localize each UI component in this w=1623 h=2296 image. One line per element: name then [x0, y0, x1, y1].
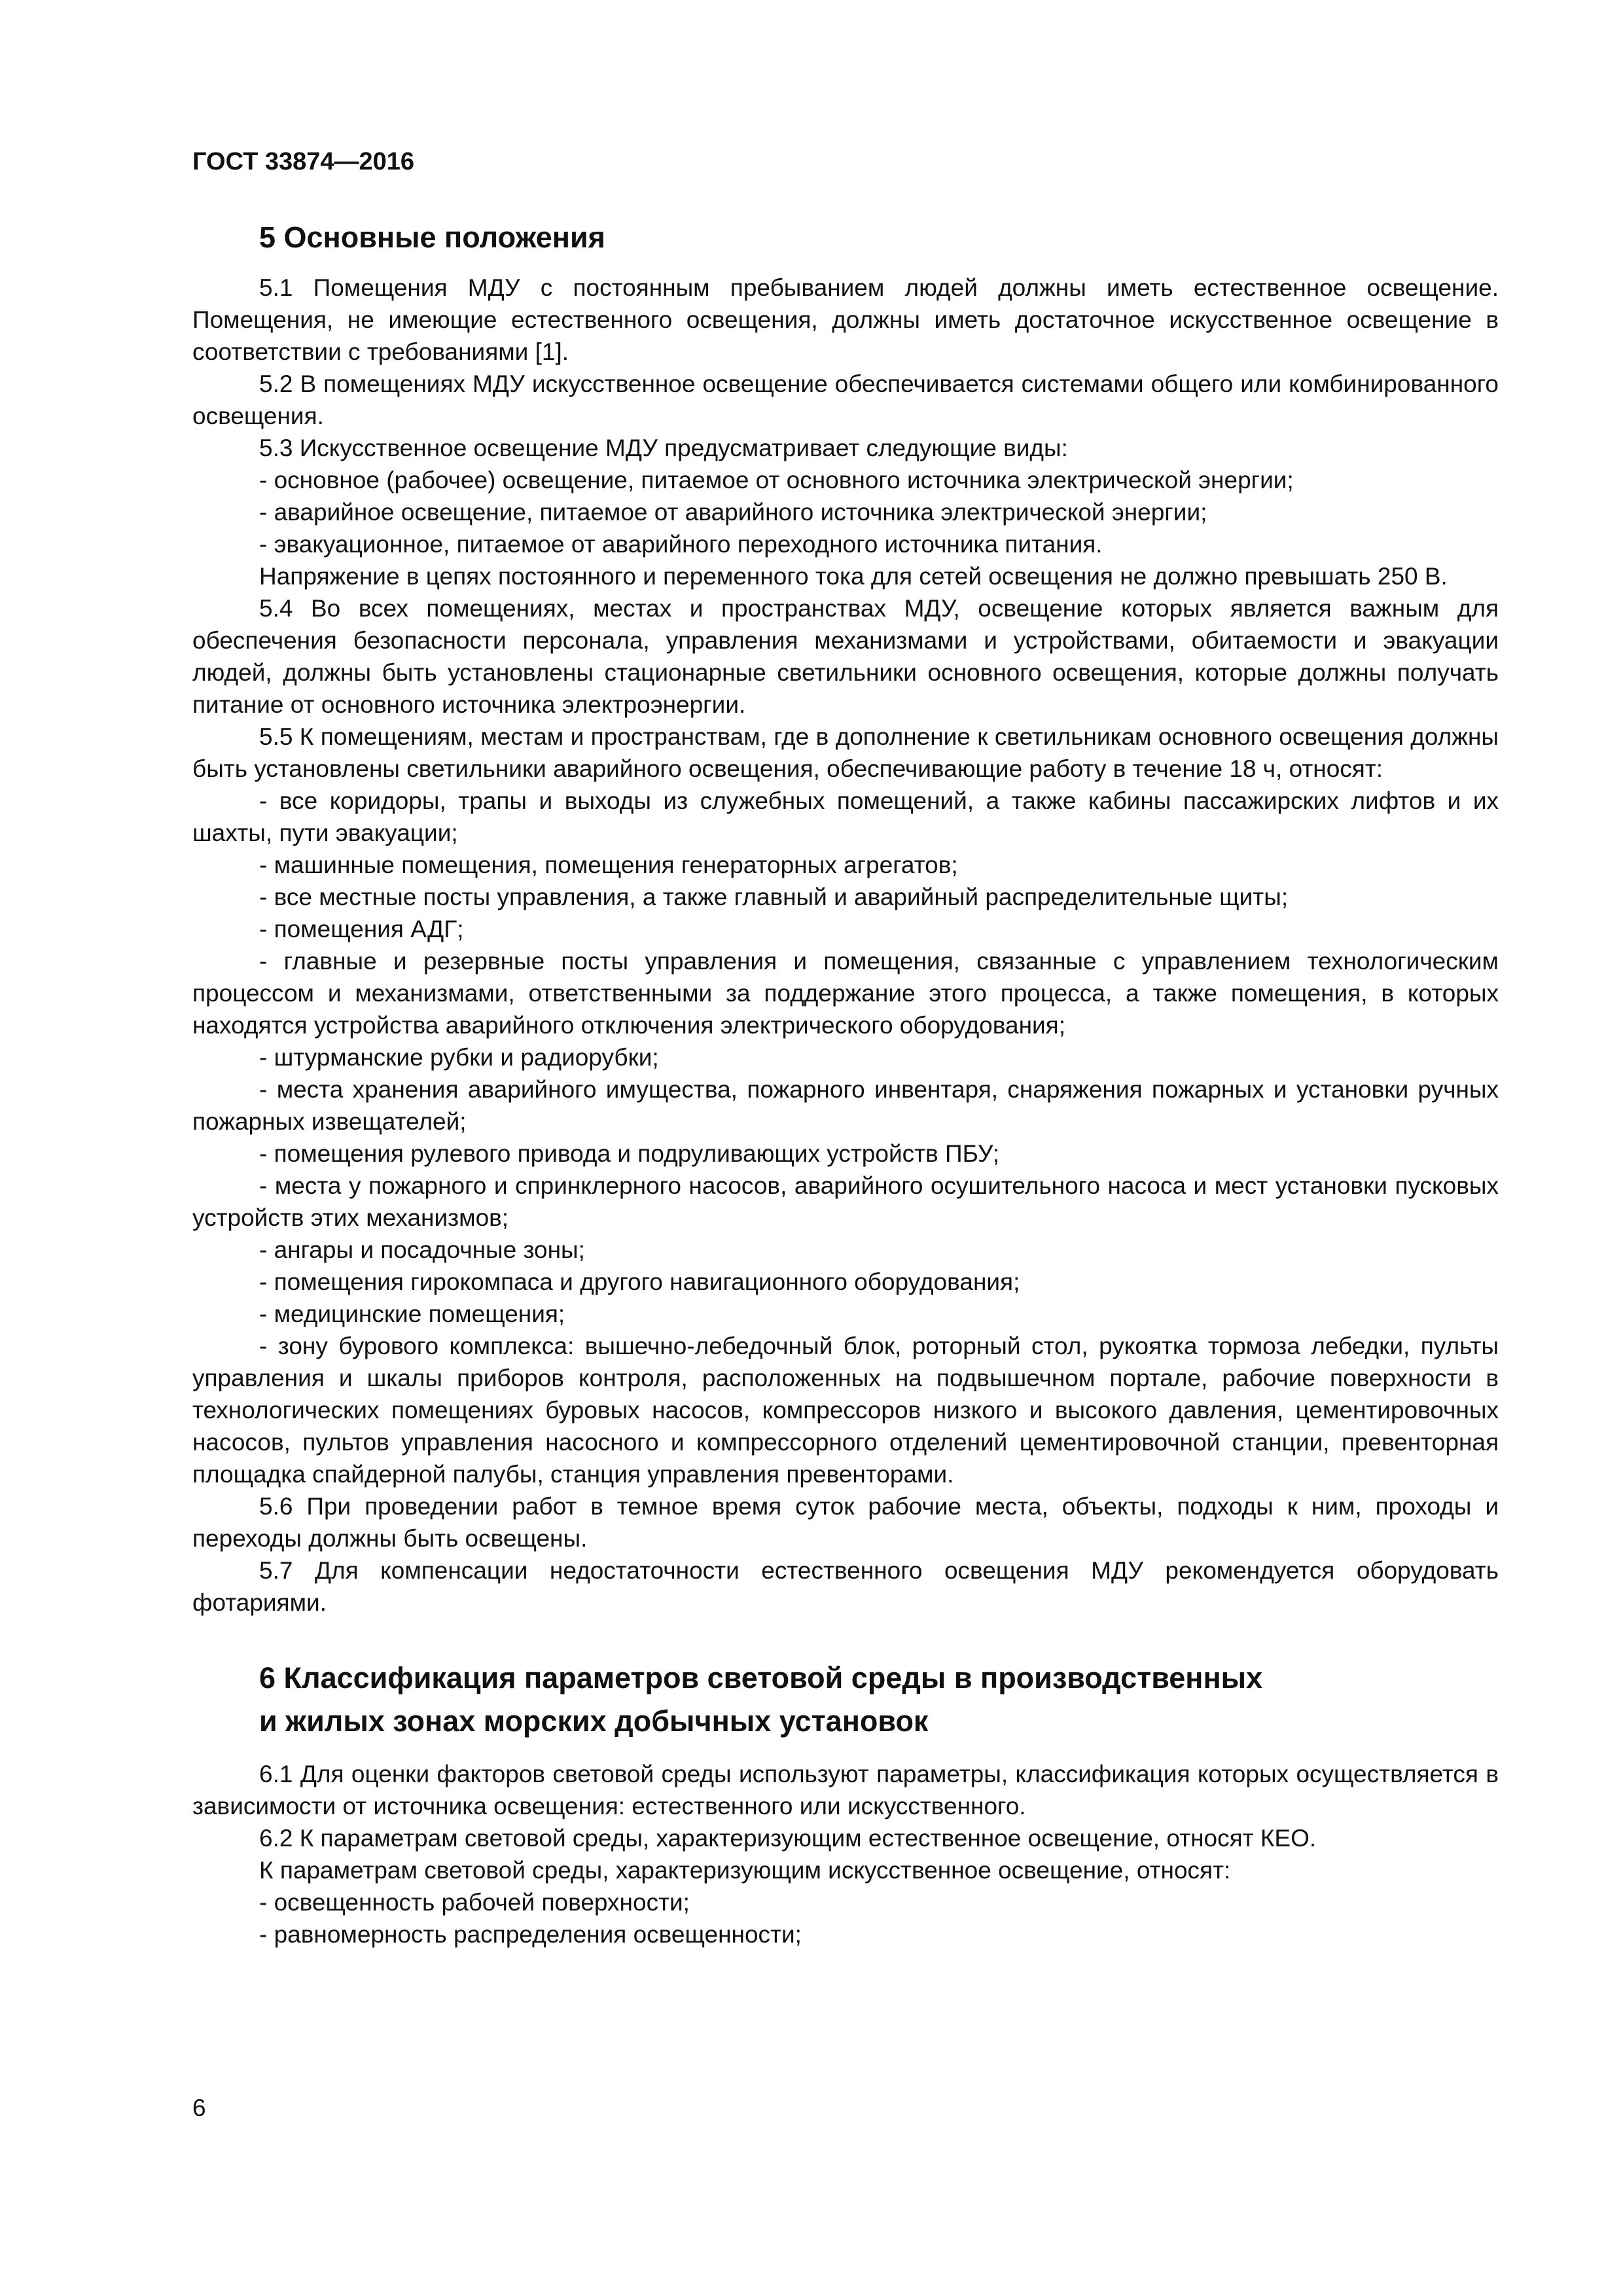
section-6-title-line-2: и жилых зонах морских добычных установок [259, 1704, 929, 1738]
list-item: - все местные посты управления, а также главный и аварийный распределительные щиты; [259, 884, 1289, 911]
list-item: - все коридоры, трапы и выходы из служебных помещений, а также кабины пассажирских лифтов и их шахты, пути эвакуации; [192, 787, 1499, 847]
paragraph-6-2: 6.2 К параметрам световой среды, характеризующим естественное освещение, относят КЕО. [259, 1824, 1317, 1852]
paragraph-5-1: 5.1 Помещения МДУ с постоянным пребыванием людей должны иметь естественное освещение. Помещения, не имеющие естественного освещения, должны иметь достаточное искусственное освещение в соответствии с требованиями [1]. [192, 274, 1499, 366]
paragraph-5-3: 5.3 Искусственное освещение МДУ предусматривает следующие виды: [259, 435, 1068, 462]
paragraph-voltage: Напряжение в цепях постоянного и переменного тока для сетей освещения не должно превышать 250 В. [259, 563, 1448, 590]
list-item: - основное (рабочее) освещение, питаемое от основного источника электрической энергии; [259, 467, 1294, 494]
page-content [192, 216, 1499, 1950]
document-header: ГОСТ 33874—2016 [192, 148, 415, 175]
list-item: - помещения АДГ; [259, 916, 464, 943]
list-item: - помещения гирокомпаса и другого навигационного оборудования; [259, 1268, 1020, 1296]
paragraph-5-6: 5.6 При проведении работ в темное время суток рабочие места, объекты, подходы к ним, проходы и переходы должны быть освещены. [192, 1493, 1499, 1552]
paragraph-5-7: 5.7 Для компенсации недостаточности естественного освещения МДУ рекомендуется оборудовать фотариями. [192, 1557, 1499, 1617]
list-item: - медицинские помещения; [259, 1300, 565, 1328]
paragraph-5-2: 5.2 В помещениях МДУ искусственное освещение обеспечивается системами общего или комбинированного освещения. [192, 370, 1499, 430]
paragraph-artificial: К параметрам световой среды, характеризующим искусственное освещение, относят: [259, 1856, 1231, 1884]
list-item: - аварийное освещение, питаемое от аварийного источника электрической энергии; [259, 499, 1207, 526]
list-item: - места у пожарного и спринклерного насосов, аварийного осушительного насоса и мест установки пусковых устройств этих механизмов; [192, 1172, 1499, 1232]
paragraph-5-5: 5.5 К помещениям, местам и пространствам, где в дополнение к светильникам основного освещения должны быть установлены светильники аварийного освещения, обеспечивающие работу в течение 18 ч, относят: [192, 723, 1499, 783]
list-item: - равномерность распределения освещенности; [259, 1920, 802, 1948]
list-item: - помещения рулевого привода и подруливающих устройств ПБУ; [259, 1140, 999, 1168]
list-item: - ангары и посадочные зоны; [259, 1236, 585, 1264]
section-6-title-line-1: 6 Классификация параметров световой среды в производственных [259, 1661, 1263, 1695]
list-item: - места хранения аварийного имущества, пожарного инвентаря, снаряжения пожарных и установки ручных пожарных извещателей; [192, 1076, 1499, 1136]
section-5-title: 5 Основные положения [259, 221, 605, 254]
page-number: 6 [192, 2094, 206, 2121]
list-item: - машинные помещения, помещения генераторных агрегатов; [259, 852, 958, 879]
paragraph-6-1: 6.1 Для оценки факторов световой среды используют параметры, классификация которых осуществляется в зависимости от источника освещения: естественного или искусственного. [192, 1760, 1499, 1820]
list-item: - штурманские рубки и радиорубки; [259, 1044, 659, 1071]
list-item: - освещенность рабочей поверхности; [259, 1888, 690, 1916]
section-6-title [192, 1657, 1499, 1742]
paragraph-5-4: 5.4 Во всех помещениях, местах и пространствах МДУ, освещение которых является важным для обеспечения безопасности персонала, управления механизмами и устройствами, обитаемости и эвакуации людей, должны быть установлены стационарные светильники основного освещения, которые должны получать питание от основного источника электроэнергии. [192, 595, 1499, 719]
list-item: - эвакуационное, питаемое от аварийного переходного источника питания. [259, 531, 1103, 558]
list-item: - главные и резервные посты управления и помещения, связанные с управлением технологическим процессом и механизмами, ответственными за поддержание этого процесса, а также помещения, в которых находятся устройства аварийного отключения электрического оборудования; [192, 948, 1499, 1039]
list-item: - зону бурового комплекса: вышечно-лебедочный блок, роторный стол, рукоятка тормоза лебедки, пульты управления и шкалы приборов контроля, расположенных на подвышечном портале, рабочие поверхности в технологических помещениях буровых насосов, компрессоров низкого и высокого давления, цементировочных насосов, пультов управления насосного и компрессорного отделений цементировочной станции, превенторная площадка спайдерной палубы, станция управления превенторами. [192, 1333, 1499, 1488]
